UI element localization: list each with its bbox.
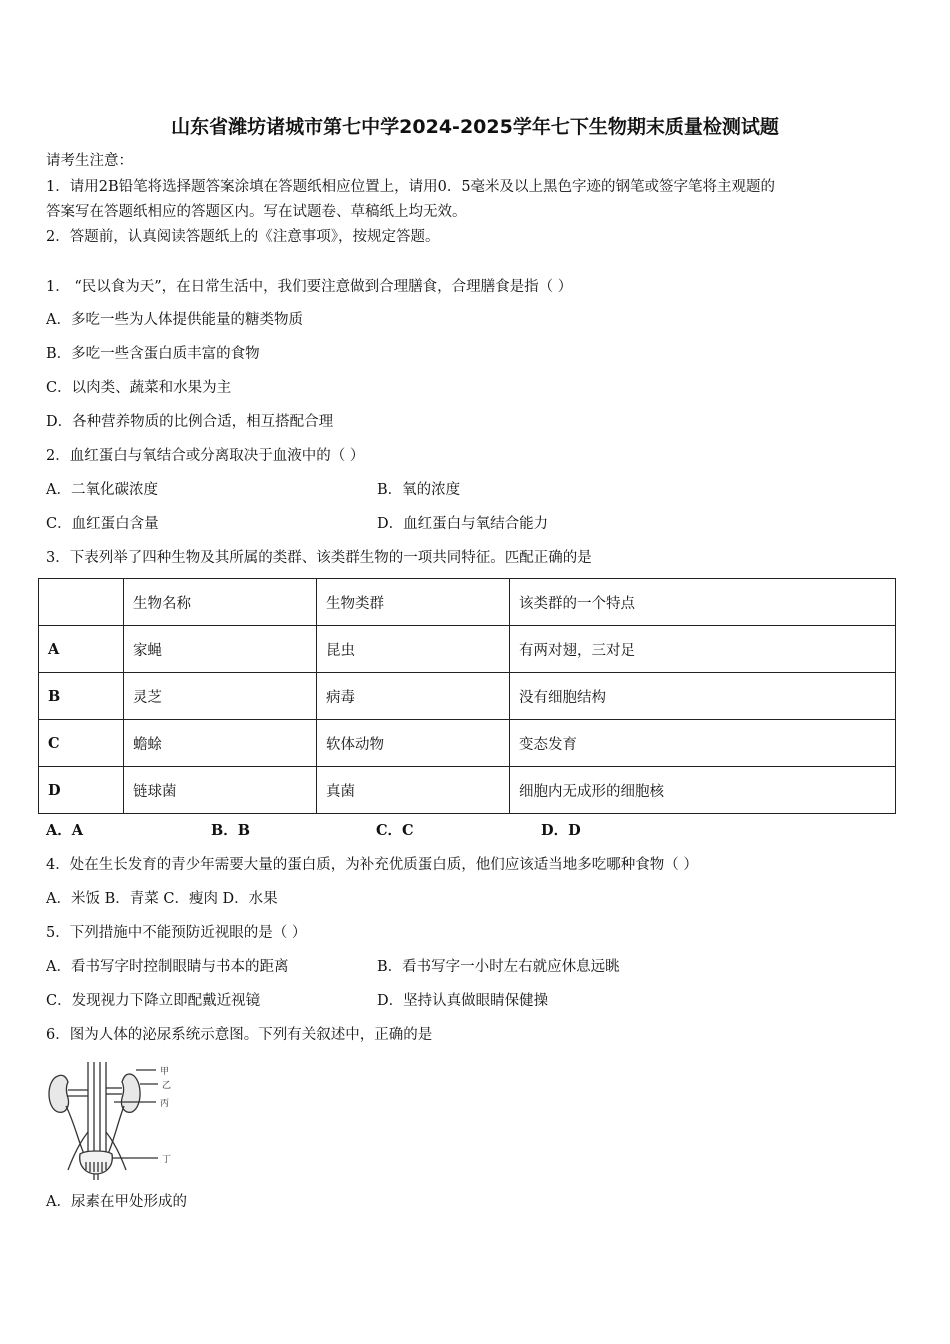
table-cell: 细胞内无成形的细胞核 bbox=[510, 767, 896, 814]
table-row bbox=[39, 767, 896, 814]
q3-option-b: B．B bbox=[211, 822, 251, 839]
fig-label-jia: 甲 bbox=[160, 1067, 170, 1077]
table-cell: 没有细胞结构 bbox=[510, 673, 896, 720]
q5-option-a: A．看书写字时控制眼睛与书本的距离 bbox=[46, 959, 289, 975]
table-header-cell bbox=[39, 579, 124, 626]
q6-option-a: A．尿素在甲处形成的 bbox=[46, 1194, 187, 1210]
notice-line-1b: 答案写在答题纸相应的答题区内。写在试题卷、草稿纸上均无效。 bbox=[46, 204, 467, 220]
q4-stem: 4．处在生长发育的青少年需要大量的蛋白质，为补充优质蛋白质，他们应该适当地多吃哪种食物（ ） bbox=[46, 857, 698, 873]
q6-stem: 6．图为人体的泌尿系统示意图。下列有关叙述中，正确的是 bbox=[46, 1027, 433, 1043]
table-cell: 变态发育 bbox=[510, 720, 896, 767]
table-cell: A bbox=[39, 626, 124, 673]
table-cell: 灵芝 bbox=[124, 673, 317, 720]
table-cell: B bbox=[39, 673, 124, 720]
table-cell: C bbox=[39, 720, 124, 767]
table-header-row bbox=[39, 579, 896, 626]
notice-heading: 请考生注意： bbox=[46, 153, 133, 169]
fig-label-ding: 丁 bbox=[162, 1155, 172, 1165]
q2-option-b: B．氧的浓度 bbox=[377, 482, 461, 498]
table-cell: 软体动物 bbox=[317, 720, 510, 767]
q4-options: A．米饭 B．青菜 C．瘦肉 D．水果 bbox=[46, 891, 278, 907]
fig-label-yi: 乙 bbox=[162, 1081, 172, 1091]
q1-stem: 1． “民以食为天”，在日常生活中，我们要注意做到合理膳食，合理膳食是指（ ） bbox=[46, 279, 573, 295]
q1-option-d: D．各种营养物质的比例合适，相互搭配合理 bbox=[46, 414, 334, 430]
table-row bbox=[39, 720, 896, 767]
table-cell: 病毒 bbox=[317, 673, 510, 720]
table-cell: D bbox=[39, 767, 124, 814]
q2-option-d: D．血红蛋白与氧结合能力 bbox=[377, 516, 549, 532]
q5-option-c: C．发现视力下降立即配戴近视镜 bbox=[46, 993, 261, 1009]
fig-label-bing: 丙 bbox=[160, 1099, 170, 1109]
q5-option-b: B．看书写字一小时左右就应休息远眺 bbox=[377, 959, 620, 975]
table-cell: 蟾蜍 bbox=[124, 720, 317, 767]
urinary-system-diagram bbox=[44, 1062, 184, 1180]
q3-option-a: A．A bbox=[46, 822, 84, 839]
q1-option-c: C．以肉类、蔬菜和水果为主 bbox=[46, 380, 232, 396]
page-title: 山东省潍坊诸城市第七中学2024-2025学年七下生物期末质量检测试题 bbox=[171, 116, 779, 138]
table-header-cell: 该类群的一个特点 bbox=[510, 579, 896, 626]
q3-table bbox=[38, 578, 896, 814]
q5-stem: 5．下列措施中不能预防近视眼的是（ ） bbox=[46, 925, 307, 941]
q3-option-d: D．D bbox=[541, 822, 581, 839]
q5-option-d: D．坚持认真做眼睛保健操 bbox=[377, 993, 549, 1009]
table-cell: 有两对翅，三对足 bbox=[510, 626, 896, 673]
q2-option-c: C．血红蛋白含量 bbox=[46, 516, 159, 532]
notice-line-1a: 1．请用2B铅笔将选择题答案涂填在答题纸相应位置上，请用0．5毫米及以上黑色字迹的钢笔或签字笔将主观题的 bbox=[46, 179, 776, 195]
table-cell: 真菌 bbox=[317, 767, 510, 814]
table-cell: 昆虫 bbox=[317, 626, 510, 673]
table-header-cell: 生物名称 bbox=[124, 579, 317, 626]
table-row bbox=[39, 626, 896, 673]
table-cell: 家蝇 bbox=[124, 626, 317, 673]
q2-stem: 2．血红蛋白与氧结合或分离取决于血液中的（ ） bbox=[46, 448, 365, 464]
table-cell: 链球菌 bbox=[124, 767, 317, 814]
table-header-cell: 生物类群 bbox=[317, 579, 510, 626]
q1-option-b: B．多吃一些含蛋白质丰富的食物 bbox=[46, 346, 260, 362]
notice-line-2: 2．答题前，认真阅读答题纸上的《注意事项》，按规定答题。 bbox=[46, 229, 440, 245]
table-row bbox=[39, 673, 896, 720]
q3-stem: 3．下表列举了四种生物及其所属的类群、该类群生物的一项共同特征。匹配正确的是 bbox=[46, 550, 592, 566]
q2-option-a: A．二氧化碳浓度 bbox=[46, 482, 158, 498]
q1-option-a: A．多吃一些为人体提供能量的糖类物质 bbox=[46, 312, 303, 328]
q3-option-c: C．C bbox=[376, 822, 414, 839]
